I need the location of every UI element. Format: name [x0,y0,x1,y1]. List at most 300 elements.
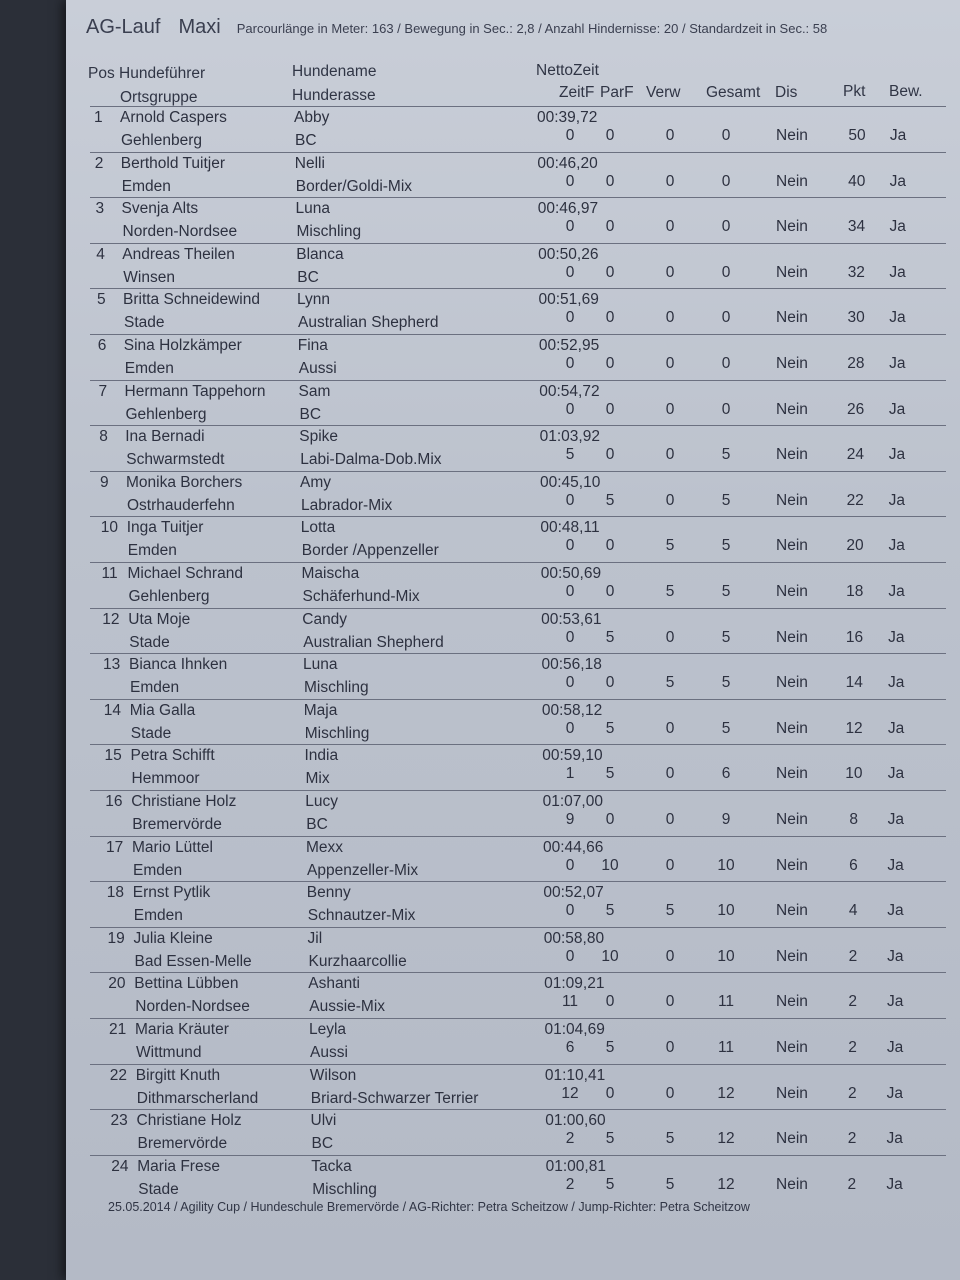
obstacles-label: Anzahl Hindernisse: [544,21,661,36]
row-time-faults: 0 [565,355,575,372]
row-time-faults: 0 [565,491,575,509]
row-rating: Ja [888,628,905,646]
row-dis: Nein [776,263,808,281]
row-position: 4 [96,245,105,263]
row-total: 0 [721,355,731,372]
row-course-faults: 5 [605,1130,615,1148]
row-dog-name: Leyla [309,1021,347,1038]
row-breed: Aussi [310,1044,348,1061]
row-net-time: 01:00,60 [545,1112,606,1130]
row-club: Gehlenberg [128,588,210,605]
row-points: 26 [847,400,865,418]
col-dis: Dis [775,84,798,101]
row-breed: Kurzhaarcollie [308,952,407,970]
row-divider [90,836,946,837]
row-handler: Andreas Theilen [122,245,235,263]
row-breed: Mischling [304,724,370,742]
row-club: Gehlenberg [121,132,203,149]
row-breed: Border /Appenzeller [301,542,439,560]
row-points: 18 [846,583,864,600]
row-handler: Maria Kräuter [135,1021,229,1038]
row-total: 9 [721,811,731,828]
row-dog-name: Fina [297,337,328,354]
row-course-faults: 5 [605,628,615,646]
row-total: 6 [721,765,731,783]
col-time-faults: ZeitF [559,84,595,101]
row-net-time: 00:58,12 [541,701,603,719]
row-handler: Petra Schifft [130,747,215,765]
row-net-time: 00:52,95 [538,337,600,354]
row-position: 12 [102,610,120,628]
row-position: 24 [111,1157,129,1175]
row-club: Bad Essen-Melle [134,952,252,970]
row-refusals: 0 [665,491,675,509]
row-net-time: 01:03,92 [539,428,600,446]
row-course-faults: 5 [605,491,615,509]
row-club: Wittmund [136,1044,202,1061]
row-total: 12 [717,1130,735,1148]
row-dis: Nein [776,400,808,418]
row-position: 18 [106,884,124,902]
row-refusals: 5 [665,583,675,600]
row-club: Norden-Nordsee [122,223,238,241]
row-course-faults: 10 [601,856,619,874]
row-points: 14 [845,674,863,692]
row-total: 10 [717,856,735,874]
row-divider [90,106,946,107]
row-position: 22 [109,1066,127,1084]
row-time-faults: 0 [565,856,575,874]
row-points: 24 [846,446,865,464]
row-dis: Nein [776,993,808,1011]
row-time-faults: 0 [565,400,575,418]
row-club: Emden [133,861,183,879]
row-refusals: 0 [665,1084,675,1102]
row-dog-name: Luna [303,656,338,674]
row-divider [90,334,946,335]
row-divider [90,425,946,426]
row-dog-name: Lucy [305,793,338,810]
row-position: 15 [104,747,122,765]
row-breed: Mischling [304,679,369,697]
row-points: 22 [846,491,864,509]
row-rating: Ja [886,993,904,1011]
row-dog-name: Spike [299,428,339,446]
row-position: 23 [110,1112,128,1130]
row-club: Stade [130,724,172,742]
row-total: 10 [717,947,735,965]
row-dog-name: Tacka [311,1157,352,1175]
row-time-faults: 0 [565,537,575,555]
row-points: 2 [847,1130,857,1148]
row-time-faults: 11 [561,993,579,1011]
row-net-time: 01:04,69 [544,1021,605,1038]
standard-time-value: 58 [812,21,828,36]
row-total: 10 [717,902,735,920]
row-points: 28 [847,355,865,372]
row-time-faults: 5 [565,446,575,464]
row-refusals: 0 [665,628,675,646]
row-breed: Border/Goldi-Mix [295,177,413,195]
row-points: 8 [849,811,858,828]
row-divider [90,881,946,882]
row-refusals: 0 [665,947,675,965]
row-breed: Briard-Schwarzer Terrier [310,1089,479,1107]
row-net-time: 00:44,66 [543,838,604,856]
row-time-faults: 0 [565,263,575,281]
row-net-time: 00:58,80 [543,929,605,947]
movement-label: Bewegung in Sec.: [404,21,513,36]
row-rating: Ja [886,1039,904,1056]
row-dis: Nein [776,1130,808,1148]
row-breed: Appenzeller-Mix [307,861,419,879]
row-position: 16 [105,793,123,810]
row-handler: Sina Holzkämper [123,337,242,354]
col-breed: Hunderasse [292,87,376,104]
row-club: Emden [124,360,174,377]
row-position: 3 [95,200,105,218]
row-position: 7 [98,382,108,400]
row-course-faults: 0 [605,674,615,692]
row-divider [90,1064,946,1065]
row-divider [90,516,946,517]
row-handler: Bettina Lübben [134,975,239,993]
col-rating: Bew. [889,83,923,100]
row-dog-name: Maischa [301,565,360,582]
row-net-time: 00:51,69 [538,291,599,309]
row-club: Emden [130,679,180,697]
row-total: 0 [721,263,731,281]
row-divider [90,562,946,563]
row-divider [90,699,946,700]
row-club: Bremervörde [137,1135,228,1153]
row-net-time: 00:53,61 [541,610,602,628]
row-points: 4 [848,902,858,920]
row-dis: Nein [776,765,808,783]
row-handler: Ernst Pytlik [132,884,211,902]
row-course-faults: 0 [605,172,615,190]
row-total: 0 [721,218,731,236]
row-total: 0 [721,309,731,327]
row-dog-name: Candy [302,610,348,628]
row-divider [90,1109,946,1110]
row-points: 2 [848,1039,857,1056]
row-points: 20 [846,537,864,555]
row-divider [90,471,946,472]
row-rating: Ja [888,583,905,600]
row-rating: Ja [887,719,905,737]
col-refusals: Verw [646,84,681,101]
row-breed: Schnautzer-Mix [307,907,416,925]
row-points: 2 [848,947,858,965]
row-rating: Ja [888,446,906,464]
row-points: 30 [847,309,865,327]
row-dog-name: Abby [294,109,330,126]
row-time-faults: 9 [565,811,575,828]
row-refusals: 0 [665,218,675,236]
row-position: 21 [109,1021,127,1038]
row-dog-name: Wilson [309,1066,357,1084]
row-dog-name: Benny [306,884,351,902]
row-refusals: 0 [665,263,675,281]
row-time-faults: 2 [565,1175,575,1193]
row-refusals: 5 [665,902,675,920]
row-dog-name: Maja [303,701,338,719]
row-club: Emden [121,177,171,195]
row-dog-name: Mexx [306,838,344,856]
row-dis: Nein [776,355,808,372]
row-position: 2 [94,154,104,172]
row-handler: Michael Schrand [127,565,243,582]
row-position: 13 [103,656,121,674]
row-handler: Christiane Holz [131,793,237,810]
row-refusals: 0 [665,1039,675,1056]
row-total: 11 [717,993,735,1011]
row-refusals: 0 [665,172,675,190]
row-net-time: 00:59,10 [542,747,603,765]
row-total: 11 [717,1039,735,1056]
row-time-faults: 0 [565,583,575,600]
row-refusals: 0 [665,719,675,737]
row-position: 17 [106,838,124,856]
row-dis: Nein [776,218,808,236]
row-points: 40 [848,172,866,190]
row-breed: Mischling [296,223,362,241]
col-points: Pkt [843,83,866,100]
row-total: 5 [721,674,731,692]
row-club: Norden-Nordsee [135,998,250,1016]
row-points: 16 [845,628,864,646]
row-handler: Hermann Tappehorn [124,382,266,400]
row-rating: Ja [889,218,906,236]
row-dog-name: Jil [307,929,323,947]
row-rating: Ja [888,537,905,555]
row-net-time: 01:09,21 [544,975,605,993]
parcour-length: 163 [371,21,394,36]
row-net-time: 00:48,11 [540,519,600,537]
parcour-length-label: Parcourlänge in Meter: [236,21,369,36]
row-dis: Nein [776,1039,808,1056]
row-points: 2 [848,993,858,1011]
row-dis: Nein [776,628,808,646]
row-breed: BC [299,405,322,423]
row-refusals: 5 [665,1175,675,1193]
row-dis: Nein [776,719,808,737]
row-time-faults: 2 [565,1130,575,1148]
row-handler: Uta Moje [128,610,191,628]
col-pos-handler: Pos Hundeführer [88,65,206,82]
row-club: Stade [138,1180,179,1198]
row-club: Emden [133,907,183,925]
page-title: AG-Lauf [86,16,161,38]
row-dog-name: Lynn [297,291,331,309]
row-position: 10 [100,519,118,537]
row-net-time: 00:50,69 [540,565,602,582]
row-club: Dithmarscherland [136,1089,259,1107]
row-course-faults: 0 [605,811,615,828]
row-total: 5 [721,491,731,509]
row-points: 34 [847,218,866,236]
row-course-faults: 0 [605,218,615,236]
row-position: 8 [99,428,108,446]
row-breed: Labi-Dalma-Dob.Mix [300,451,442,469]
row-dis: Nein [776,947,808,965]
row-total: 0 [721,400,731,418]
row-time-faults: 0 [565,172,575,190]
row-time-faults: 0 [565,902,575,920]
col-dog-name: Hundename [292,63,377,80]
row-refusals: 0 [665,446,675,464]
result-sheet [66,0,960,1280]
row-total: 0 [721,127,731,144]
row-handler: Christiane Holz [136,1112,242,1130]
row-time-faults: 0 [565,947,575,965]
row-position: 6 [97,337,107,354]
row-refusals: 0 [665,400,675,418]
row-handler: Mia Galla [129,701,196,719]
title-row [86,16,827,39]
row-time-faults: 1 [565,765,575,783]
row-course-faults: 5 [605,765,615,783]
row-rating: Ja [887,902,904,920]
row-dis: Nein [776,583,808,600]
row-dis: Nein [776,811,808,828]
row-time-faults: 12 [561,1084,579,1102]
row-handler: Mario Lüttel [132,838,213,856]
row-breed: BC [306,816,328,833]
row-time-faults: 0 [565,719,575,737]
row-handler: Birgitt Knuth [135,1066,221,1084]
row-course-faults: 5 [605,902,615,920]
row-refusals: 0 [665,127,675,144]
row-course-faults: 5 [605,1175,615,1193]
class-label: Maxi [178,16,221,38]
row-rating: Ja [887,811,904,828]
row-rating: Ja [886,1130,903,1148]
row-rating: Ja [888,491,905,509]
row-breed: Australian Shepherd [298,314,439,332]
row-dog-name: Nelli [294,154,325,172]
row-rating: Ja [889,172,907,190]
row-total: 5 [721,446,731,464]
row-net-time: 00:39,72 [537,109,598,126]
row-club: Stade [124,314,165,332]
row-course-faults: 10 [601,947,619,965]
row-divider [90,608,946,609]
row-refusals: 5 [665,1130,675,1148]
row-total: 5 [721,719,731,737]
row-time-faults: 0 [565,218,575,236]
row-divider [90,927,946,928]
row-handler: Berthold Tuitjer [120,154,225,172]
row-club: Schwarmstedt [126,451,225,469]
row-course-faults: 0 [605,127,615,144]
row-rating: Ja [889,309,906,327]
row-dis: Nein [776,491,808,509]
row-net-time: 00:56,18 [541,656,602,674]
row-divider [90,744,946,745]
row-course-faults: 0 [605,263,615,281]
row-refusals: 0 [665,856,675,874]
row-divider [90,380,946,381]
row-refusals: 0 [665,355,675,372]
row-breed: Schäferhund-Mix [302,588,420,605]
row-divider [90,653,946,654]
row-course-faults: 5 [605,719,615,737]
row-course-faults: 0 [605,400,615,418]
row-dis: Nein [776,856,808,874]
row-rating: Ja [887,947,904,965]
row-net-time: 01:00,81 [545,1157,606,1175]
row-total: 5 [721,628,731,646]
row-dis: Nein [776,172,808,190]
row-dis: Nein [776,1084,808,1102]
movement-value: 2,8 [516,21,535,36]
row-course-faults: 0 [605,355,615,372]
row-divider [90,972,946,973]
row-divider [90,790,946,791]
row-divider [90,1155,946,1156]
row-course-faults: 0 [605,1084,615,1102]
row-dis: Nein [776,309,808,327]
row-club: Stade [129,633,170,651]
row-breed: BC [297,268,319,286]
row-dog-name: Luna [295,200,330,218]
col-total: Gesamt [706,84,761,101]
row-net-time: 00:46,20 [537,154,598,172]
row-net-time: 00:45,10 [540,473,601,491]
row-time-faults: 0 [565,674,575,692]
row-course-faults: 0 [605,446,615,464]
row-position: 5 [97,291,106,309]
footer-text: 25.05.2014 / Agility Cup / Hundeschule Bremervörde / AG-Richter: Petra Scheitzow / Jump-Richter: Petra Scheitzow [108,1200,750,1214]
row-breed: Labrador-Mix [301,496,393,514]
row-handler: Monika Borchers [126,473,243,491]
row-course-faults: 0 [605,583,615,600]
row-club: Winsen [123,268,175,286]
row-time-faults: 0 [565,309,575,327]
row-rating: Ja [888,400,906,418]
row-handler: Maria Frese [137,1157,220,1175]
row-net-time: 00:46,97 [537,200,599,218]
row-handler: Arnold Caspers [120,109,227,126]
row-points: 2 [847,1175,857,1193]
row-rating: Ja [888,674,905,692]
row-club: Gehlenberg [125,405,207,423]
row-handler: Julia Kleine [133,929,213,947]
row-net-time: 01:07,00 [542,793,603,810]
row-handler: Ina Bernadi [125,428,205,446]
row-divider [90,243,946,244]
row-net-time: 00:54,72 [539,382,600,400]
row-refusals: 5 [665,537,675,555]
row-divider [90,197,946,198]
row-club: Bremervörde [132,816,222,833]
row-club: Emden [127,542,177,560]
row-dis: Nein [776,902,808,920]
row-dog-name: Amy [300,473,331,491]
row-course-faults: 5 [605,1039,615,1056]
row-refusals: 0 [665,811,675,828]
row-net-time: 00:52,07 [543,884,604,902]
row-refusals: 0 [665,993,675,1011]
row-refusals: 0 [665,765,675,783]
row-total: 0 [721,172,731,190]
row-position: 20 [108,975,126,993]
row-rating: Ja [889,263,906,281]
row-breed: Aussi [298,360,337,377]
col-net-time: NettoZeit [536,62,599,79]
